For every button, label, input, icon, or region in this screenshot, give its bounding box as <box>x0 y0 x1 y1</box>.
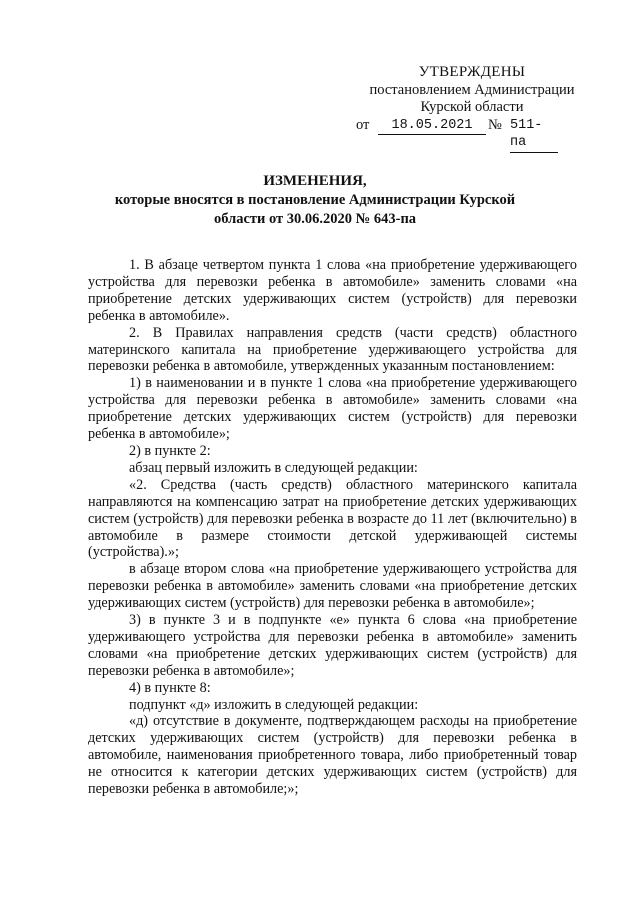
approval-title: УТВЕРЖДЕНЫ <box>418 64 526 80</box>
paragraph: 2) в пункте 2: <box>129 442 211 459</box>
paragraph: 1) в наименовании и в пункте 1 слова «на приобретение удерживающего устройства для перевозки ребенка в автомобиле» заменить словами «на приобретение детских удерживающих систем (устройств) для перевозки ребенка в автомобиле»; <box>88 375 577 443</box>
paragraph: 4) в пункте 8: <box>129 679 211 696</box>
paragraph: в абзаце втором слова «на приобретение удерживающего устройства для перевозки ребенка в автомобиле» заменить словами «на приобретение детских удерживающих систем (устройств) для перевозки ребенка в автомобиле»; <box>88 561 577 612</box>
approval-line-1: постановлением Администрации <box>369 81 575 98</box>
document-body <box>88 257 577 798</box>
paragraph: 3) в пункте 3 и в подпункте «е» пункта 6 слова «на приобретение удерживающего устройства для перевозки ребенка в автомобиле» заменить словами «на приобретение детских удерживающих систем (устройств) для перевозки ребенка в автомобиле»; <box>88 612 577 679</box>
approval-date: 18.05.2021 <box>378 117 486 136</box>
approval-block <box>352 64 592 150</box>
heading-line-2: области от 30.06.2020 № 643-па <box>213 211 417 227</box>
paragraph: 1. В абзаце четвертом пункта 1 слова «на приобретение удерживающего устройства для перевозки ребенка в автомобиле» заменить словами «на приобретение детских удерживающих систем (устройств) для перевозки ребенка в автомобиле». <box>88 257 577 324</box>
approval-line-2: Курской области <box>420 99 524 115</box>
paragraph: 2. В Правилах направления средств (части средств) областного материнского капитала на приобретение удерживающего устройства для перевозки ребенка в автомобиле, утвержденных указанным постановлением: <box>88 324 577 375</box>
date-prefix: от <box>356 116 370 133</box>
number-label: № <box>488 116 502 133</box>
heading-line-1: которые вносятся в постановление Администрации Курской <box>114 192 516 208</box>
paragraph: «д) отсутствие в документе, подтверждающем расходы на приобретение детских удерживающих систем (устройств) для перевозки ребенка в автомобиле, наименования приобретенного товара, либо приобретенный товар не относится к категории детских удерживающих систем (устройств) для перевозки ребенка в автомобиле;»; <box>88 713 577 798</box>
document-heading <box>80 172 550 229</box>
approval-number: 511-па <box>510 117 558 153</box>
paragraph: абзац первый изложить в следующей редакции: <box>129 459 418 476</box>
paragraph: «2. Средства (часть средств) областного материнского капитала направляются на компенсацию затрат на приобретение детских удерживающих систем (устройств) для перевозки ребенка в возрасте до 11 лет (включительно) в автомобиле в размере стоимости детской удерживающей системы (устройства).»; <box>88 476 577 561</box>
approval-date-line <box>352 116 592 150</box>
heading-title: ИЗМЕНЕНИЯ, <box>263 173 367 189</box>
paragraph: подпункт «д» изложить в следующей редакции: <box>129 696 419 713</box>
